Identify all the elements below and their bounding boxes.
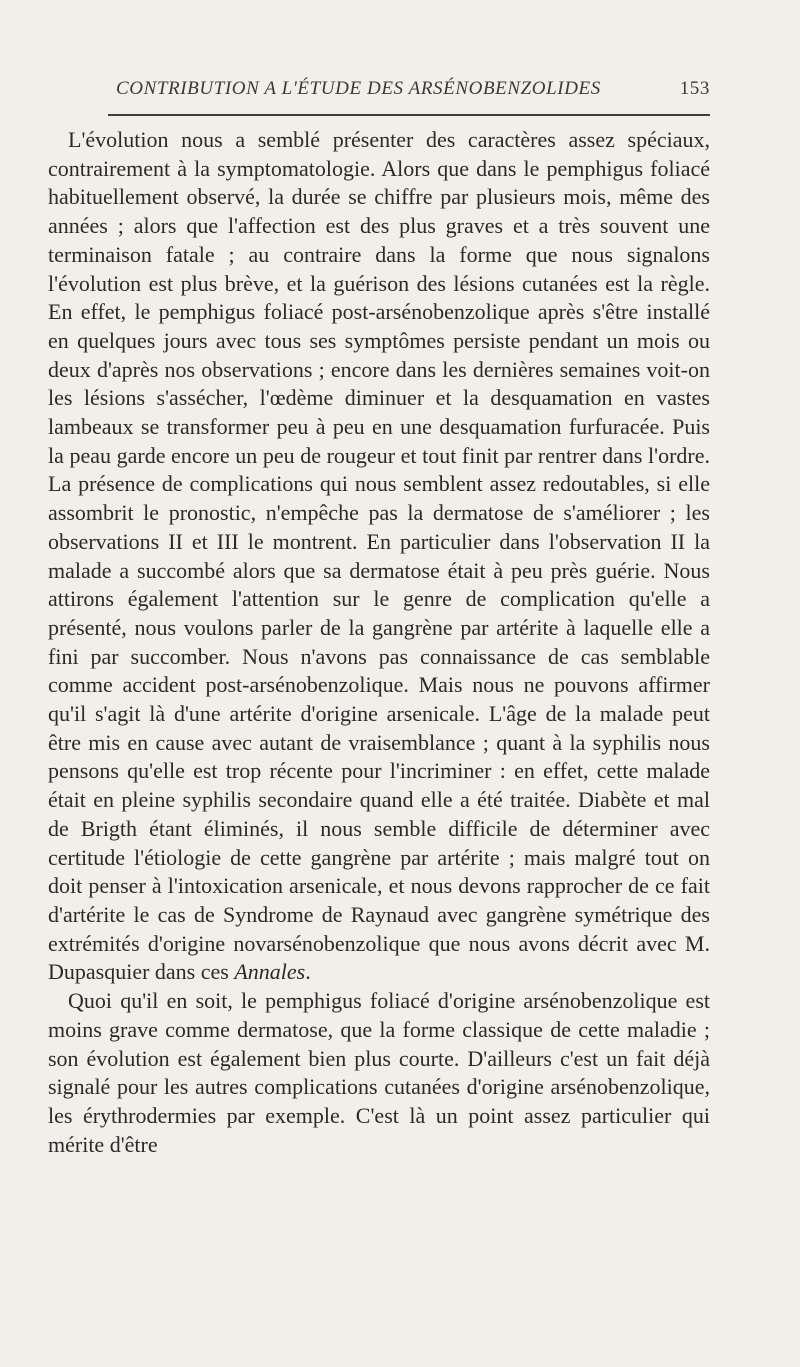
running-title: CONTRIBUTION A L'ÉTUDE DES ARSÉNOBENZOLIDES — [116, 78, 601, 99]
paragraph-1 — [48, 126, 710, 987]
running-head — [48, 78, 710, 108]
paragraph-2-text: Quoi qu'il en soit, le pemphigus foliacé d'origine arsénobenzolique est moins grave comme dermatose, que la forme classique de cette maladie ; son évolution est également bien plus courte. D'ailleurs c'est un fait déjà signalé pour les autres complications cutanées d'origine arsénobenzolique, les érythrodermies par exemple. C'est là un point assez particulier qui mérite d'être — [48, 988, 710, 1157]
header-rule — [108, 114, 710, 116]
body-text — [48, 126, 710, 1159]
journal-title-italic: Annales — [234, 959, 306, 985]
paragraph-1-text: L'évolution nous a semblé présenter des caractères assez spéciaux, contrairement à la symptomatologie. Alors que dans le pemphigus foliacé habituellement observé, la durée se chiffre par plusieurs mois, même des années ; alors que l'affection est des plus graves et a très souvent une terminaison fatale ; au contraire dans la forme que nous signalons l'évolution est plus brève, et la guérison des lésions cutanées est la règle. En effet, le pemphigus foliacé post-arsénobenzolique après s'être installé en quelques jours avec tous ses symptômes persiste pendant un mois ou deux d'après nos observations ; encore dans les dernières semaines voit-on les lésions s'assécher, l'œdème diminuer et la desquamation en vastes lambeaux se transformer peu à peu en une desquamation furfuracée. Puis la peau garde encore un peu de rougeur et tout finit par rentrer dans l'ordre. La présence de complications qui nous semblent assez redoutables, si elle assombrit le pronostic, n'empêche pas la dermatose de s'améliorer ; les observations II et III le montrent. En particulier dans l'observation II la malade a succombé alors que sa dermatose était à peu près guérie. Nous attirons également l'attention sur le genre de complication qu'elle a présenté, nous voulons parler de la gangrène par artérite à laquelle elle a fini par succomber. Nous n'avons pas connaissance de cas semblable comme accident post-arsénobenzolique. Mais nous ne pouvons affirmer qu'il s'agit là d'une artérite d'origine arsenicale. L'âge de la malade peut être mis en cause avec autant de vraisemblance ; quant à la syphilis nous pensons qu'elle est trop récente pour l'incriminer : en effet, cette malade était en pleine syphilis secondaire quand elle a été traitée. Diabète et mal de Brigth étant éliminés, il nous semble difficile de déterminer avec certitude l'étiologie de cette gangrène par artérite ; mais malgré tout on doit penser à l'intoxication arsenicale, et nous devons rapprocher de ce fait d'artérite le cas de Syndrome de Raynaud avec gangrène symétrique des extrémités d'origine novarsénobenzolique que nous avons décrit avec M. Dupasquier dans ces — [48, 127, 710, 985]
page-number: 153 — [679, 78, 710, 99]
page — [48, 78, 710, 1159]
paragraph-2 — [48, 987, 710, 1159]
paragraph-1-end: . — [305, 959, 311, 985]
